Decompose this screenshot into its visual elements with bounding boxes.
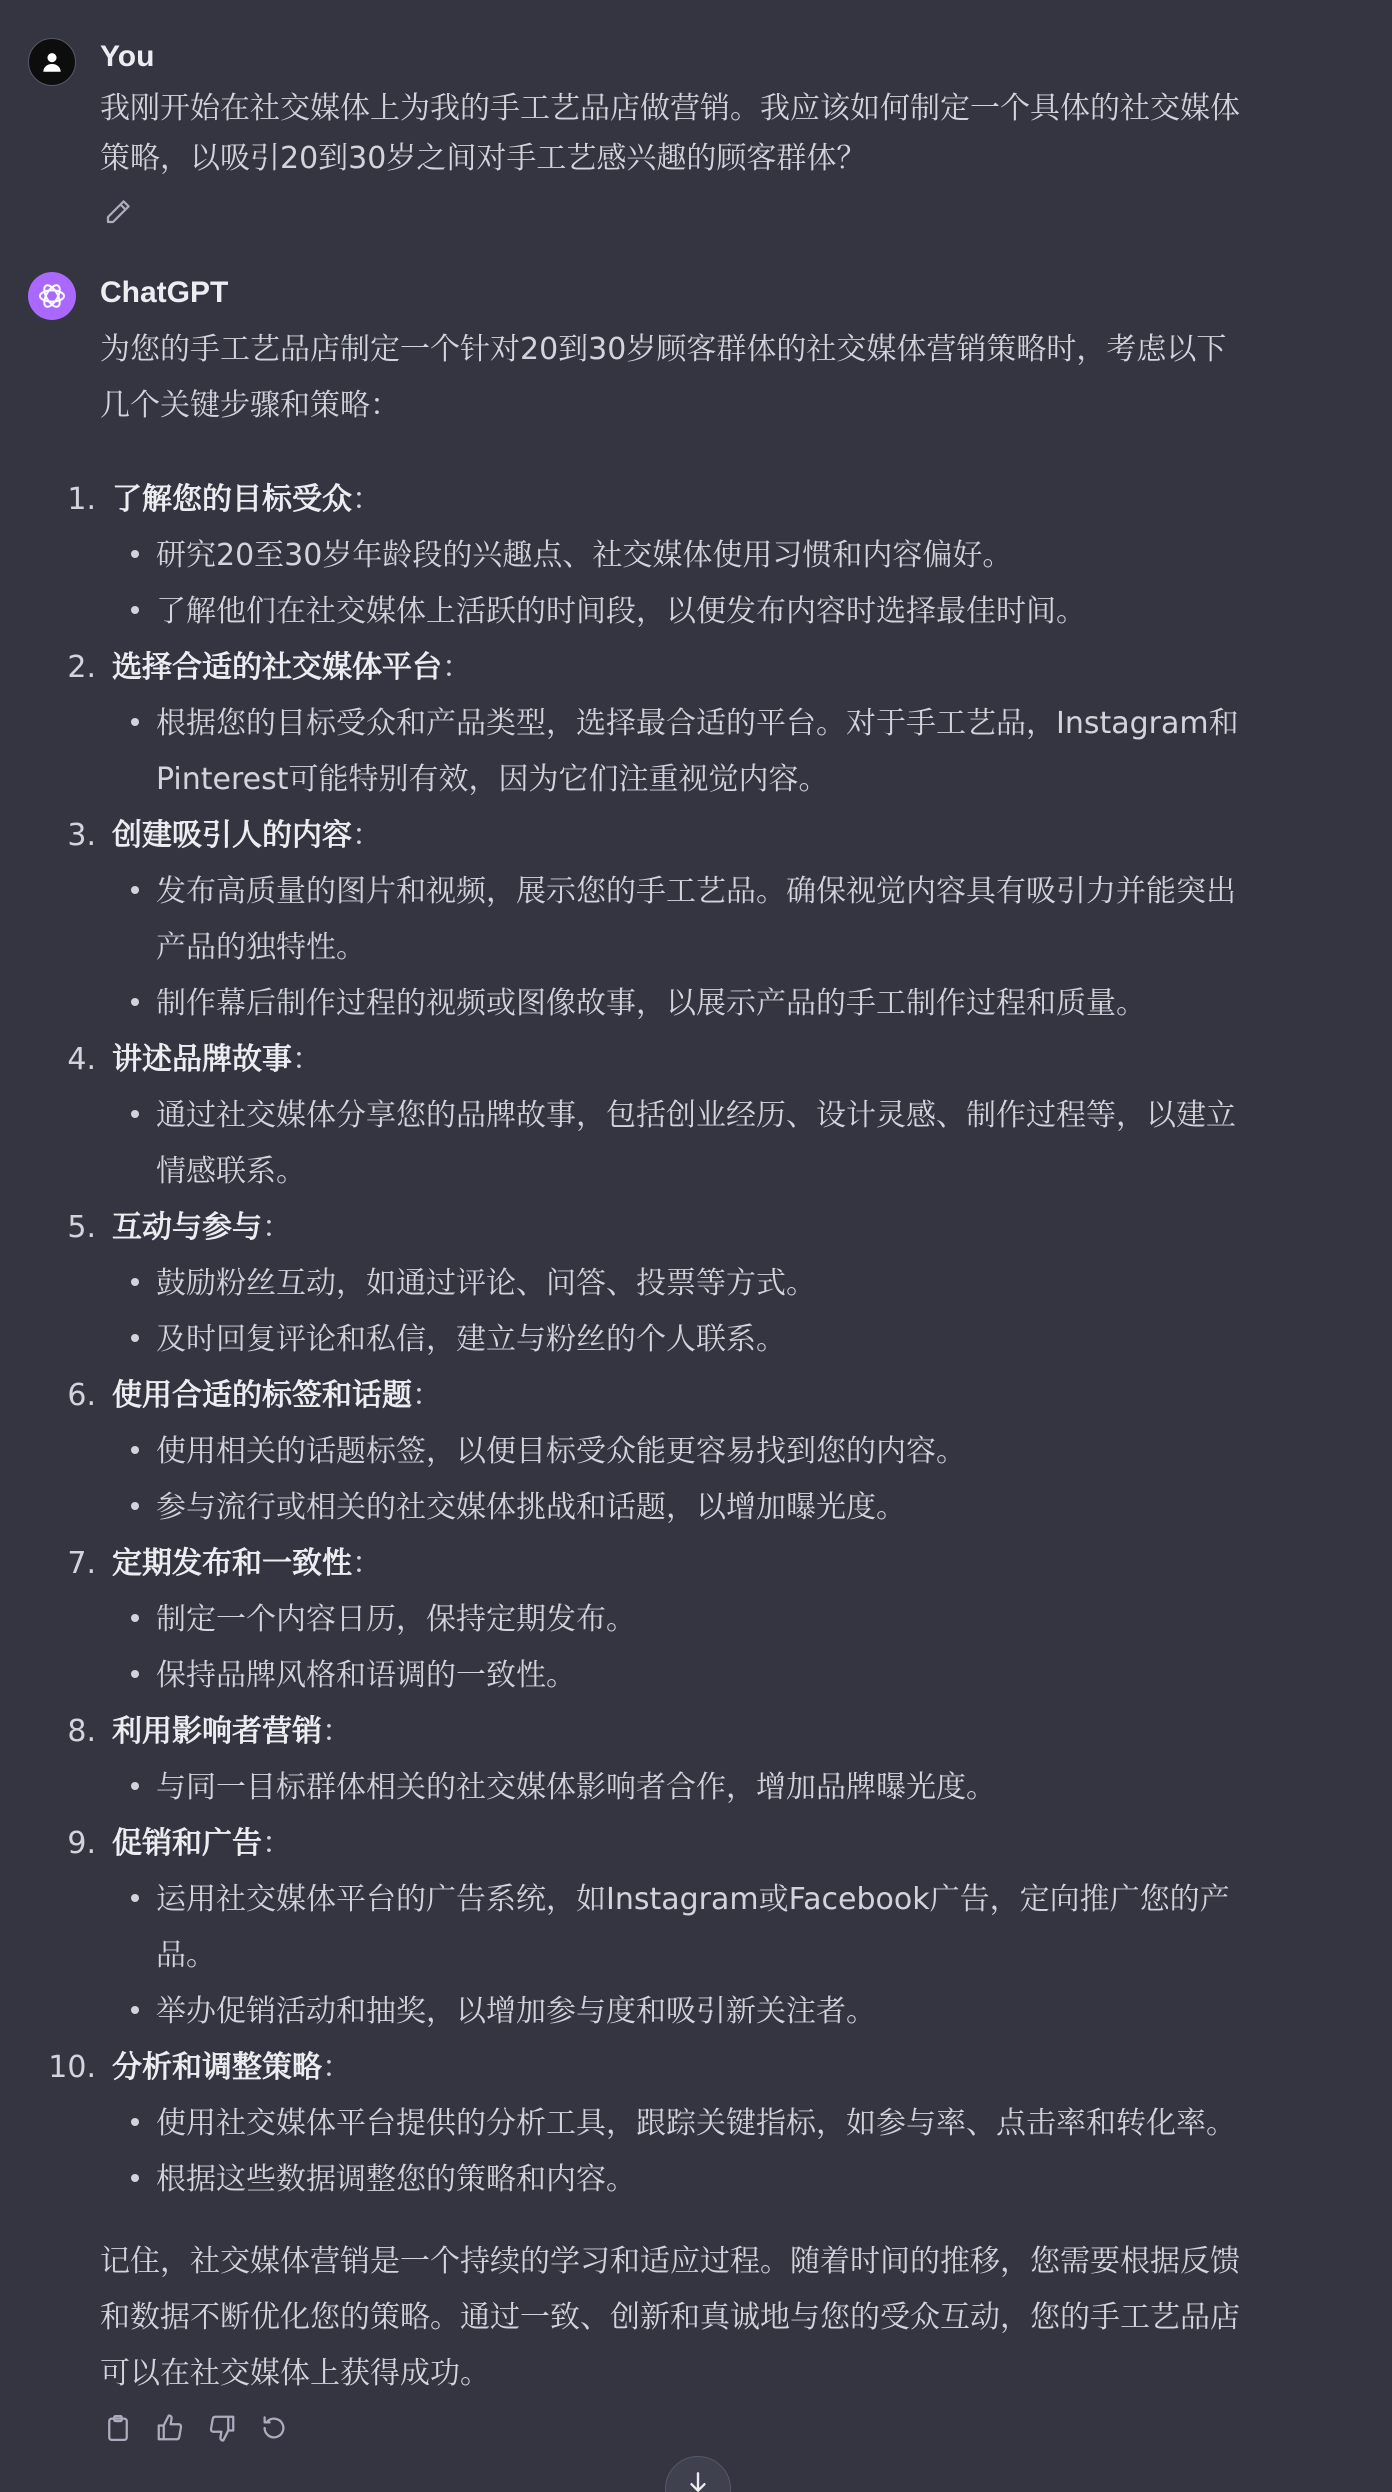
bullet-item bbox=[156, 1872, 1326, 1984]
bullet-item bbox=[156, 1088, 1326, 1200]
list-title: 创建吸引人的内容 bbox=[112, 818, 352, 853]
chatgpt-avatar bbox=[28, 272, 76, 320]
list-heading bbox=[112, 808, 382, 864]
list-heading bbox=[112, 472, 382, 528]
bullet-item bbox=[156, 1256, 1326, 1312]
bullet-item bbox=[156, 1648, 1326, 1704]
list-title: 讲述品牌故事 bbox=[112, 1042, 292, 1077]
list-colon: ： bbox=[292, 1042, 322, 1077]
user-line: 策略，以吸引20到30岁之间对手工艺感兴趣的顾客群体？ bbox=[100, 141, 867, 176]
bullet-line: 运用社交媒体平台的广告系统，如Instagram或Facebook广告，定向推广您的产 bbox=[156, 1882, 1230, 1917]
assistant-intro bbox=[100, 322, 1332, 434]
list-title: 定期发布和一致性 bbox=[112, 1546, 352, 1581]
list-heading bbox=[112, 1032, 322, 1088]
list-colon: ： bbox=[442, 650, 472, 685]
list-number: 5. bbox=[67, 1210, 96, 1245]
clipboard-icon bbox=[103, 2413, 133, 2443]
list-heading bbox=[112, 1200, 292, 1256]
bullet-item bbox=[156, 528, 1326, 584]
list-heading bbox=[112, 1368, 442, 1424]
list-colon: ： bbox=[322, 1714, 352, 1749]
bullet-line: 参与流行或相关的社交媒体挑战和话题，以增加曝光度。 bbox=[156, 1490, 906, 1525]
outro-line: 和数据不断优化您的策略。通过一致、创新和真诚地与您的受众互动，您的手工艺品店 bbox=[100, 2300, 1240, 2335]
bullet-line: 使用社交媒体平台提供的分析工具，跟踪关键指标，如参与率、点击率和转化率。 bbox=[156, 2106, 1236, 2141]
bullet-item bbox=[156, 1480, 1326, 1536]
list-colon: ： bbox=[352, 482, 382, 517]
assistant-message bbox=[0, 240, 1392, 2492]
thumbs-down-icon bbox=[207, 2413, 237, 2443]
list-number: 7. bbox=[67, 1546, 96, 1581]
bullet-line: 使用相关的话题标签，以便目标受众能更容易找到您的内容。 bbox=[156, 1434, 966, 1469]
regenerate-button[interactable] bbox=[256, 2410, 292, 2446]
copy-button[interactable] bbox=[100, 2410, 136, 2446]
list-title: 分析和调整策略 bbox=[112, 2050, 322, 2085]
user-line: 我刚开始在社交媒体上为我的手工艺品店做营销。我应该如何制定一个具体的社交媒体 bbox=[100, 91, 1240, 126]
bullet-item bbox=[156, 584, 1326, 640]
list-heading bbox=[112, 1816, 292, 1872]
bullet-line: 产品的独特性。 bbox=[156, 930, 366, 965]
bullet-item bbox=[156, 696, 1326, 808]
bullet-item bbox=[156, 1312, 1326, 1368]
list-number: 3. bbox=[67, 818, 96, 853]
bullet-line: 研究20至30岁年龄段的兴趣点、社交媒体使用习惯和内容偏好。 bbox=[156, 538, 1013, 573]
list-colon: ： bbox=[352, 1546, 382, 1581]
intro-line: 几个关键步骤和策略： bbox=[100, 388, 400, 423]
list-title: 使用合适的标签和话题 bbox=[112, 1378, 412, 1413]
bullet-line: 了解他们在社交媒体上活跃的时间段，以便发布内容时选择最佳时间。 bbox=[156, 594, 1086, 629]
bullet-item bbox=[156, 1984, 1326, 2040]
bullet-line: 与同一目标群体相关的社交媒体影响者合作，增加品牌曝光度。 bbox=[156, 1770, 996, 1805]
thumbs-up-icon bbox=[155, 2413, 185, 2443]
list-number: 4. bbox=[67, 1042, 96, 1077]
bullet-line: 制定一个内容日历，保持定期发布。 bbox=[156, 1602, 636, 1637]
bullet-line: 根据这些数据调整您的策略和内容。 bbox=[156, 2162, 636, 2197]
thumbs-up-button[interactable] bbox=[152, 2410, 188, 2446]
bullet-line: 情感联系。 bbox=[156, 1154, 306, 1189]
bullet-item bbox=[156, 1760, 1326, 1816]
bullet-item bbox=[156, 2096, 1326, 2152]
user-icon bbox=[39, 49, 65, 75]
list-title: 利用影响者营销 bbox=[112, 1714, 322, 1749]
bullet-line: 制作幕后制作过程的视频或图像故事，以展示产品的手工制作过程和质量。 bbox=[156, 986, 1146, 1021]
bullet-item bbox=[156, 976, 1326, 1032]
bullet-item bbox=[156, 1424, 1326, 1480]
edit-button[interactable] bbox=[100, 194, 136, 230]
bullet-line: 通过社交媒体分享您的品牌故事，包括创业经历、设计灵感、制作过程等，以建立 bbox=[156, 1098, 1236, 1133]
user-message bbox=[0, 0, 1392, 240]
list-number: 9. bbox=[67, 1826, 96, 1861]
list-number: 10. bbox=[48, 2050, 96, 2085]
list-title: 了解您的目标受众 bbox=[112, 482, 352, 517]
intro-line: 为您的手工艺品店制定一个针对20到30岁顾客群体的社交媒体营销策略时，考虑以下 bbox=[100, 332, 1227, 367]
list-colon: ： bbox=[262, 1826, 292, 1861]
list-colon: ： bbox=[412, 1378, 442, 1413]
user-avatar bbox=[28, 38, 76, 86]
assistant-author-name: ChatGPT bbox=[100, 276, 229, 309]
list-number: 8. bbox=[67, 1714, 96, 1749]
bullet-line: 举办促销活动和抽奖，以增加参与度和吸引新关注者。 bbox=[156, 1994, 876, 2029]
list-heading bbox=[112, 2040, 352, 2096]
list-number: 2. bbox=[67, 650, 96, 685]
list-number: 6. bbox=[67, 1378, 96, 1413]
user-message-text bbox=[100, 84, 1332, 184]
list-title: 选择合适的社交媒体平台 bbox=[112, 650, 442, 685]
list-heading bbox=[112, 1536, 382, 1592]
refresh-icon bbox=[259, 2413, 289, 2443]
bullet-line: 及时回复评论和私信，建立与粉丝的个人联系。 bbox=[156, 1322, 786, 1357]
bullet-item bbox=[156, 1592, 1326, 1648]
bullet-item bbox=[156, 2152, 1326, 2208]
list-colon: ： bbox=[322, 2050, 352, 2085]
openai-logo-icon bbox=[36, 280, 68, 312]
pencil-icon bbox=[103, 197, 133, 227]
list-number: 1. bbox=[67, 482, 96, 517]
list-title: 促销和广告 bbox=[112, 1826, 262, 1861]
list-colon: ： bbox=[262, 1210, 292, 1245]
thumbs-down-button[interactable] bbox=[204, 2410, 240, 2446]
bullet-line: 保持品牌风格和语调的一致性。 bbox=[156, 1658, 576, 1693]
bullet-line: 品。 bbox=[156, 1938, 216, 1973]
list-heading bbox=[112, 640, 472, 696]
list-title: 互动与参与 bbox=[112, 1210, 262, 1245]
bullet-line: 鼓励粉丝互动，如通过评论、问答、投票等方式。 bbox=[156, 1266, 816, 1301]
bullet-item bbox=[156, 864, 1326, 976]
outro-line: 记住，社交媒体营销是一个持续的学习和适应过程。随着时间的推移，您需要根据反馈 bbox=[100, 2244, 1240, 2279]
arrow-down-icon bbox=[685, 2469, 711, 2492]
user-author-name: You bbox=[100, 40, 155, 73]
assistant-outro bbox=[100, 2234, 1340, 2402]
list-colon: ： bbox=[352, 818, 382, 853]
bullet-line: Pinterest可能特别有效，因为它们注重视觉内容。 bbox=[156, 762, 829, 797]
bullet-line: 根据您的目标受众和产品类型，选择最合适的平台。对于手工艺品，Instagram和 bbox=[156, 706, 1239, 741]
list-heading bbox=[112, 1704, 352, 1760]
bullet-line: 发布高质量的图片和视频，展示您的手工艺品。确保视觉内容具有吸引力并能突出 bbox=[156, 874, 1236, 909]
outro-line: 可以在社交媒体上获得成功。 bbox=[100, 2356, 490, 2391]
